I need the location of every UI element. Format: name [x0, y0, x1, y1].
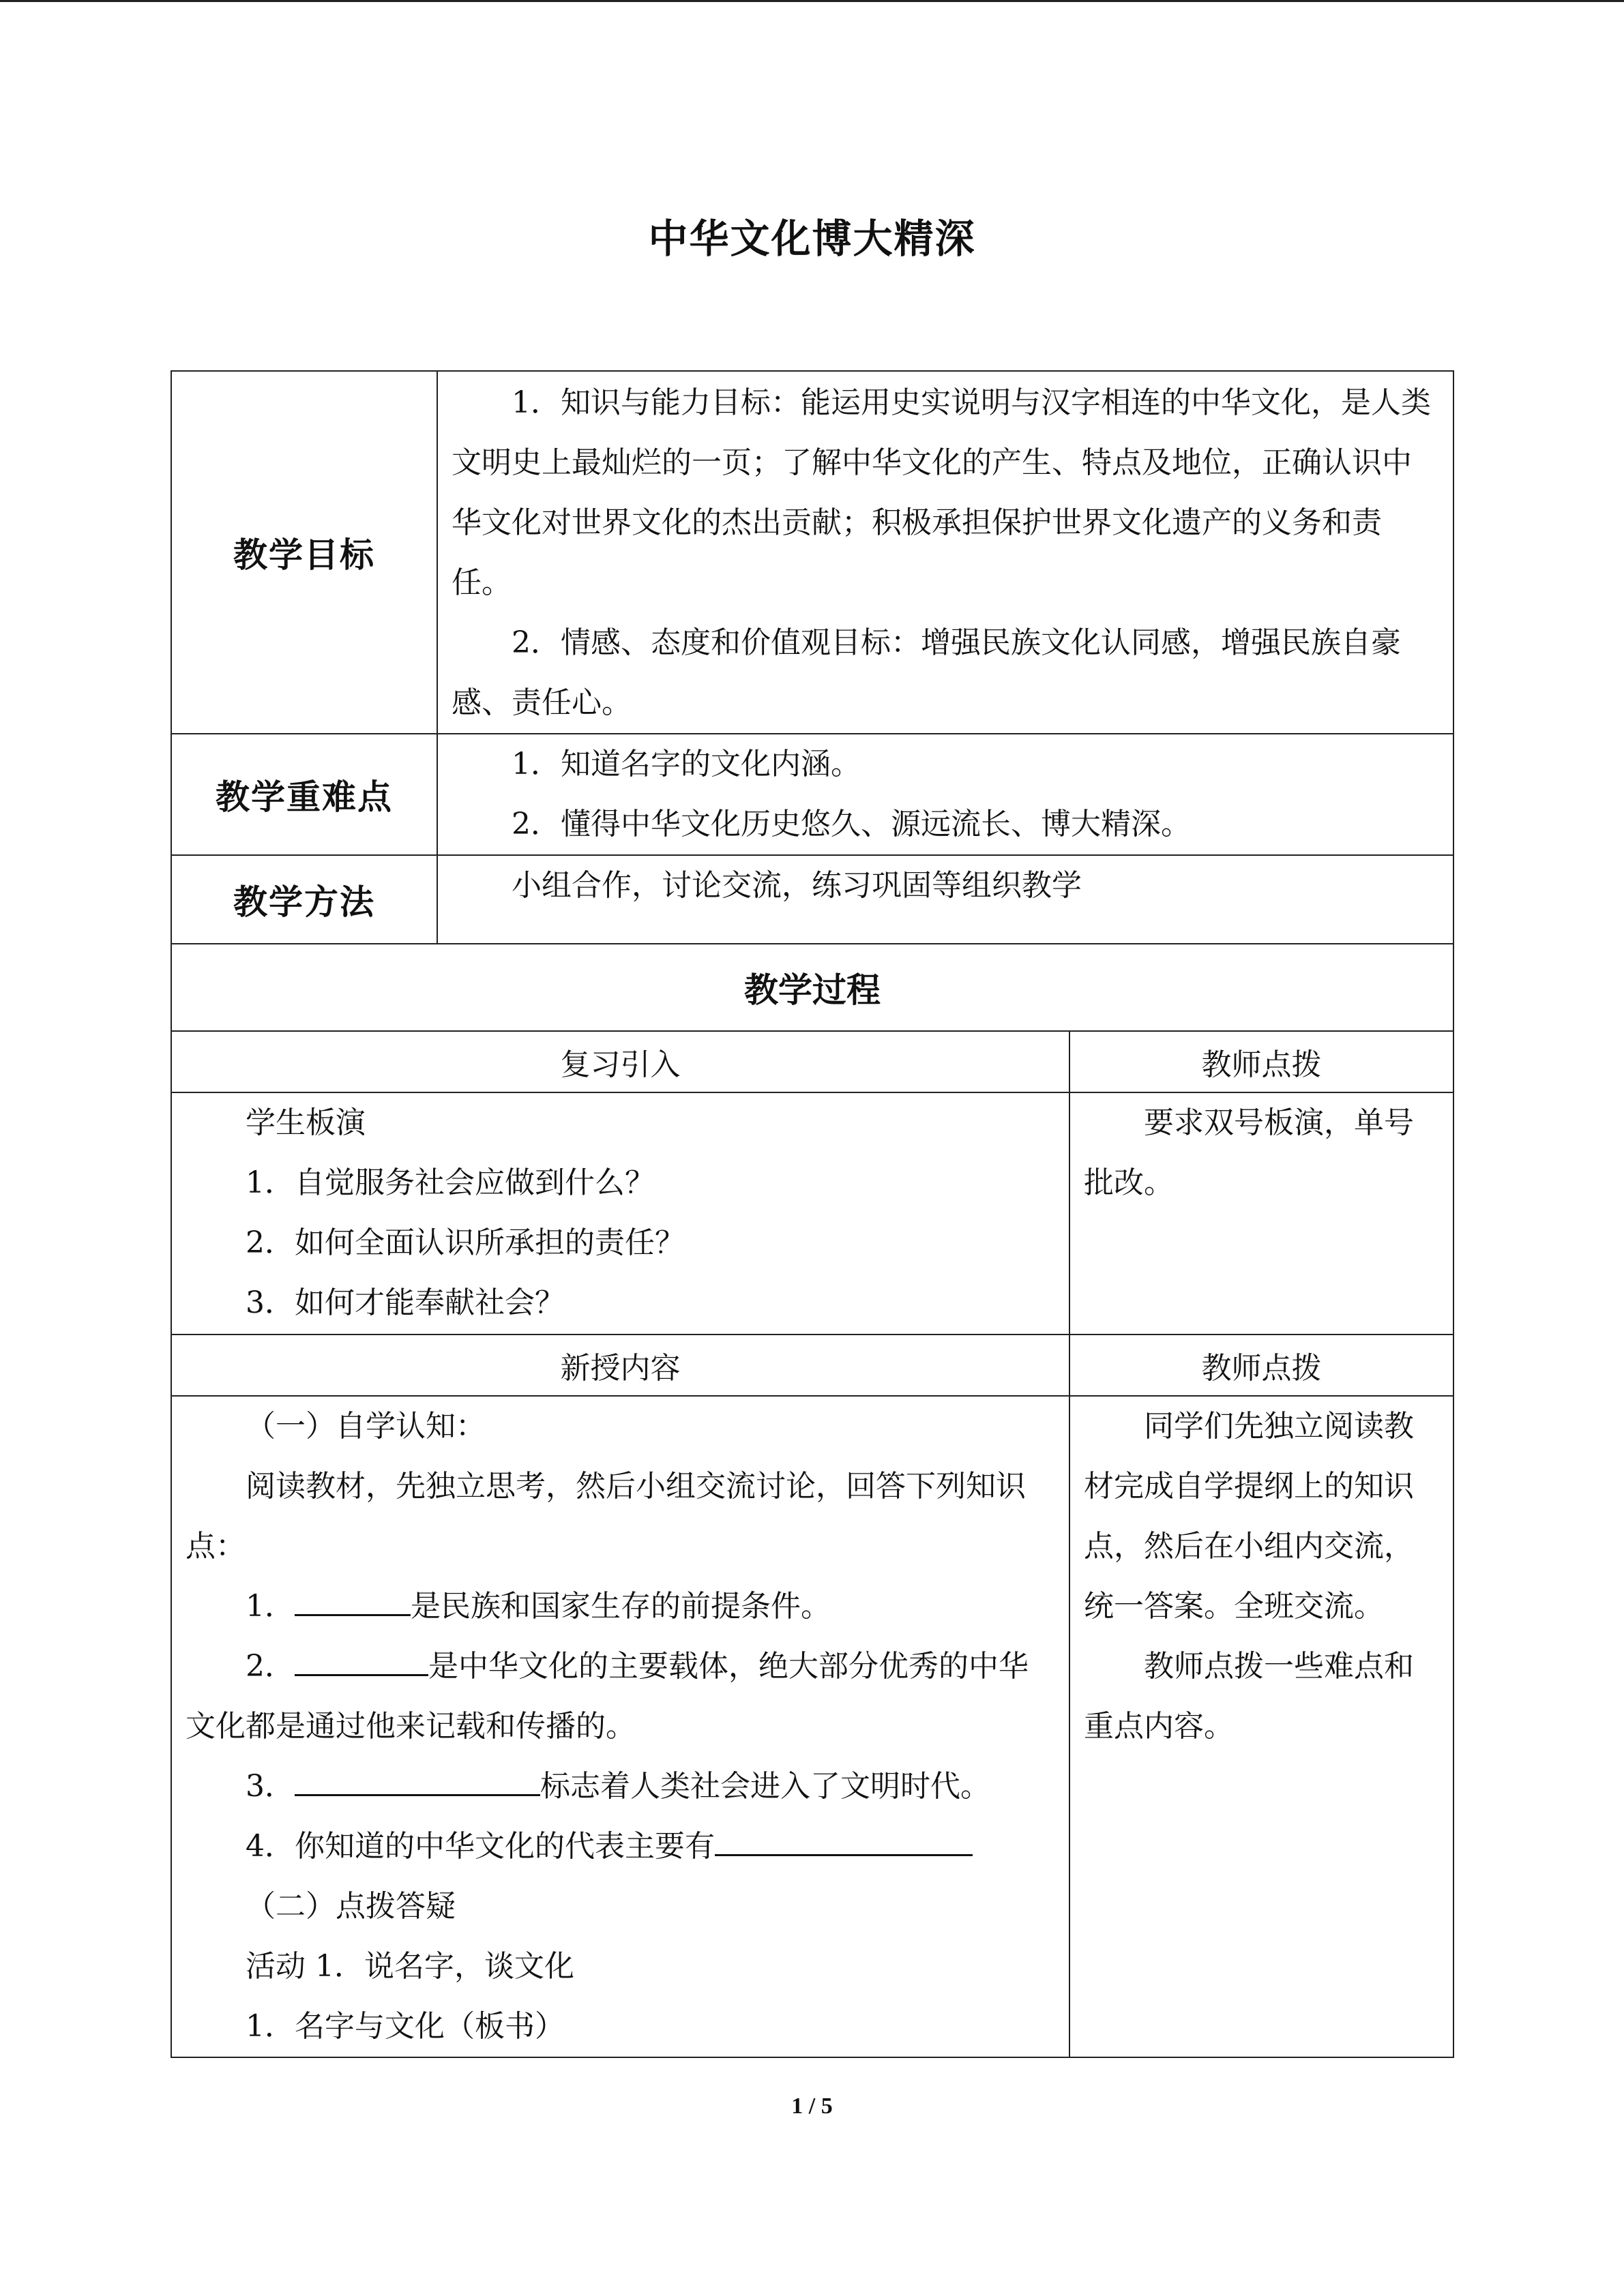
question-3-number: 3．: [246, 1769, 295, 1804]
question-4-text: 4．你知道的中华文化的代表主要有: [246, 1829, 715, 1864]
reading-instruction: 阅读教材，先独立思考，然后小组交流讨论，回答下列知识点：: [186, 1469, 1026, 1564]
review-line: 3．如何才能奉献社会？: [246, 1285, 565, 1320]
review-header-row: [171, 1031, 1453, 1092]
methods-content: [437, 855, 1453, 944]
objectives-content: [437, 371, 1453, 734]
question-4: [186, 1817, 1052, 1877]
new-content-row: [171, 1396, 1453, 2057]
question-2-number: 2．: [246, 1649, 295, 1684]
review-row: [171, 1092, 1453, 1335]
question-3: [186, 1757, 1052, 1817]
question-1-text: 是民族和国家生存的前提条件。: [411, 1589, 831, 1624]
key-points-content: [437, 734, 1453, 855]
page-number: 1 / 5: [791, 2093, 833, 2119]
key-points-row: [171, 734, 1453, 855]
new-content-body: [171, 1396, 1069, 2057]
question-2: [186, 1637, 1052, 1757]
question-3-text: 标志着人类社会进入了文明时代。: [540, 1769, 990, 1804]
activity-title: 活动 1．说名字，谈文化: [246, 1949, 574, 1984]
answer-blank-2: [295, 1644, 428, 1676]
review-line: 2．如何全面认识所承担的责任？: [246, 1225, 685, 1260]
key-point-1: 1．知道名字的文化内涵。: [512, 747, 861, 781]
new-content-header-row: [171, 1335, 1453, 1396]
methods-text: 小组合作，讨论交流，练习巩固等组织教学: [512, 868, 1082, 903]
page-title: 中华文化博大精深: [648, 215, 976, 262]
answer-blank-3: [295, 1764, 540, 1796]
question-1-number: 1．: [246, 1589, 295, 1624]
methods-label: 教学方法: [171, 855, 437, 944]
objective-2: 2．情感、态度和价值观目标：增强民族文化认同感，增强民族自豪感、责任心。: [452, 625, 1401, 720]
teacher-note-1: 同学们先独立阅读教材完成自学提纲上的知识点，然后在小组内交流，统一答案。全班交流。: [1084, 1409, 1414, 1624]
objectives-row: [171, 371, 1453, 734]
key-point-2: 2．懂得中华文化历史悠久、源远流长、博大精深。: [512, 807, 1191, 841]
self-study-heading: （一）自学认知：: [246, 1409, 486, 1444]
answer-section-heading: （二）点拨答疑: [246, 1889, 456, 1924]
board-note: 1．名字与文化（板书）: [246, 2009, 565, 2044]
review-teacher-text: 要求双号板演，单号批改。: [1084, 1105, 1414, 1200]
question-2-text: 是中华文化的主要载体，绝大部分优秀的中华文化都是通过他来记载和传播的。: [186, 1649, 1029, 1744]
review-line: 1．自觉服务社会应做到什么？: [246, 1165, 655, 1200]
top-rule: [0, 0, 1624, 2]
question-1: [186, 1577, 1052, 1637]
key-points-label: 教学重难点: [171, 734, 437, 855]
review-teacher-note: [1069, 1092, 1453, 1335]
answer-blank-1: [295, 1584, 411, 1616]
review-line: 学生板演: [246, 1105, 366, 1140]
new-content-teacher-note: [1069, 1396, 1453, 2057]
review-teacher-header: 教师点拨: [1069, 1031, 1453, 1092]
teacher-note-2: 教师点拨一些难点和重点内容。: [1084, 1649, 1414, 1744]
lesson-plan-table: [171, 370, 1454, 2058]
objective-1: 1．知识与能力目标：能运用史实说明与汉字相连的中华文化，是人类文明史上最灿烂的一页；了解中华文化的产生、特点及地位，正确认识中华文化对世界文化的杰出贡献；积极承担保护世界文化遗产的义务和责任。: [452, 385, 1431, 600]
methods-row: [171, 855, 1453, 944]
objectives-label: 教学目标: [171, 371, 437, 734]
review-content: [171, 1092, 1069, 1335]
process-title-row: [171, 944, 1453, 1031]
process-title: 教学过程: [171, 944, 1453, 1031]
answer-blank-4: [715, 1824, 973, 1856]
review-header: 复习引入: [171, 1031, 1069, 1092]
new-content-teacher-header: 教师点拨: [1069, 1335, 1453, 1396]
new-content-header: 新授内容: [171, 1335, 1069, 1396]
